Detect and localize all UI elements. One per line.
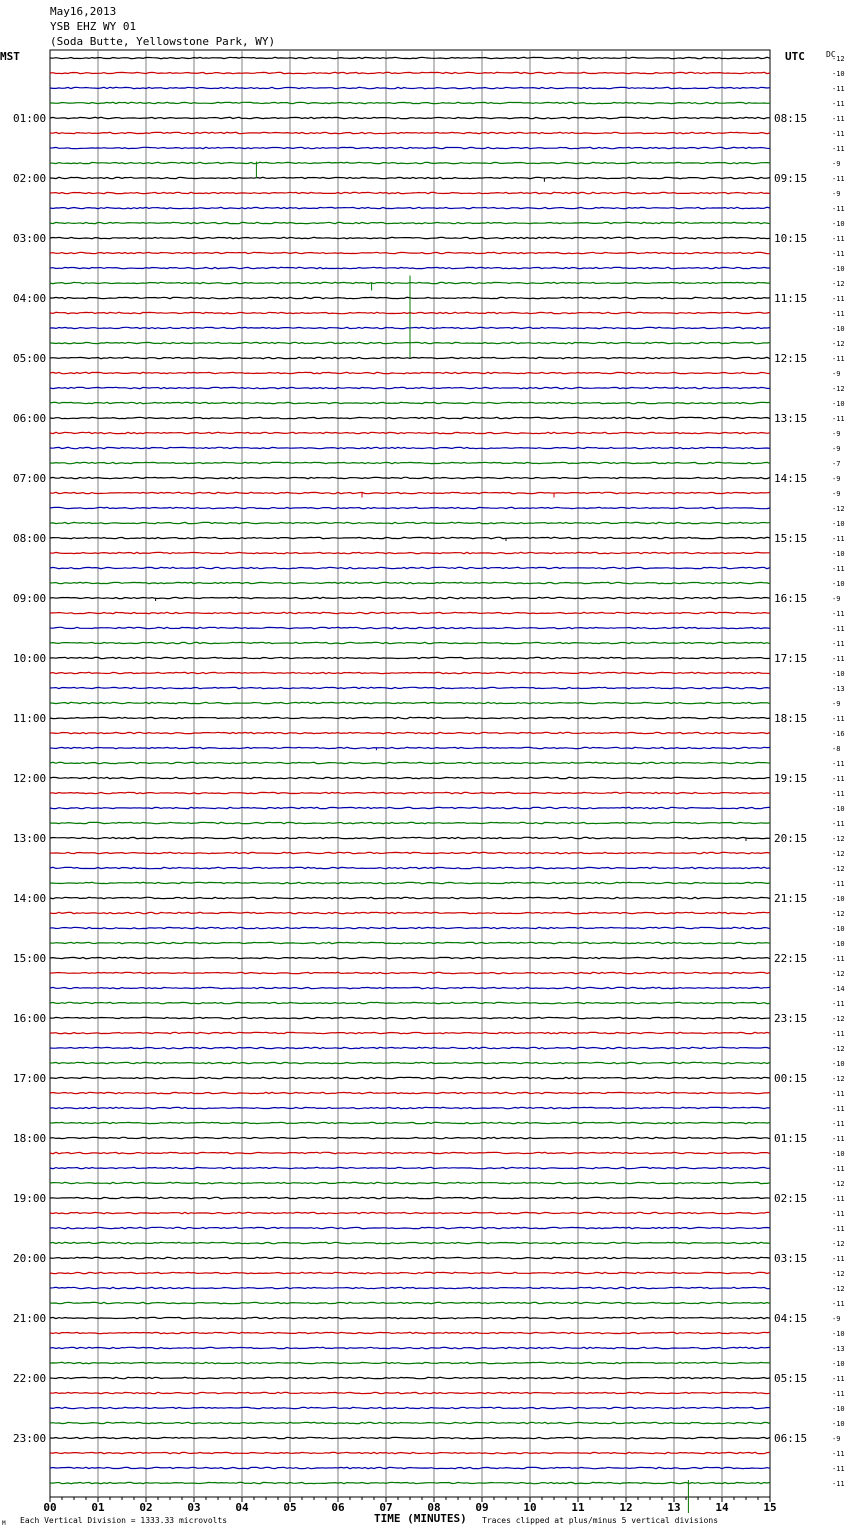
trace-line xyxy=(50,147,770,148)
utc-hour-label: 16:15 xyxy=(774,592,808,605)
x-tick-label: 14 xyxy=(715,1501,729,1514)
trace-line xyxy=(50,1377,770,1378)
mst-hour-label: 08:00 xyxy=(13,532,47,545)
corner-mark: M xyxy=(2,1520,6,1527)
trace-line xyxy=(50,1002,770,1003)
x-tick-label: 10 xyxy=(523,1501,537,1514)
trace-line xyxy=(50,597,770,598)
trace-line xyxy=(50,852,770,853)
dc-offset-label: -12 xyxy=(832,835,845,843)
dc-offset-label: -11 xyxy=(832,295,845,303)
trace-line xyxy=(50,387,770,388)
trace-line xyxy=(50,1452,770,1453)
dc-offset-label: -10 xyxy=(832,580,845,588)
trace-line xyxy=(50,177,770,178)
dc-offset-label: -12 xyxy=(832,55,845,63)
trace-line xyxy=(50,1302,770,1303)
utc-hour-label: 21:15 xyxy=(774,892,808,905)
x-tick-label: 13 xyxy=(667,1501,681,1514)
dc-offset-label: -11 xyxy=(832,1255,845,1263)
trace-line xyxy=(50,1362,770,1363)
dc-offset-label: -11 xyxy=(832,145,845,153)
utc-hour-label: 08:15 xyxy=(774,112,808,125)
dc-offset-label: -12 xyxy=(832,1285,845,1293)
dc-offset-label: -10 xyxy=(832,895,845,903)
mst-hour-label: 06:00 xyxy=(13,412,47,425)
trace-line xyxy=(50,837,770,838)
x-tick-label: 09 xyxy=(475,1501,489,1514)
utc-hour-label: 00:15 xyxy=(774,1072,808,1085)
trace-line xyxy=(50,897,770,898)
dc-offset-label: -10 xyxy=(832,670,845,678)
mst-hour-label: 20:00 xyxy=(13,1252,47,1265)
trace-line xyxy=(50,717,770,718)
dc-offset-label: -10 xyxy=(832,1420,845,1428)
utc-hour-label: 04:15 xyxy=(774,1312,808,1325)
trace-line xyxy=(50,372,770,373)
utc-hour-label: 11:15 xyxy=(774,292,808,305)
trace-line xyxy=(50,132,770,133)
utc-hour-label: 15:15 xyxy=(774,532,808,545)
dc-offset-label: -11 xyxy=(832,1225,845,1233)
x-tick-label: 12 xyxy=(619,1501,633,1514)
dc-offset-label: -10 xyxy=(832,1060,845,1068)
trace-line xyxy=(50,1467,770,1468)
dc-offset-label: -10 xyxy=(832,1405,845,1413)
trace-line xyxy=(50,552,770,553)
trace-line xyxy=(50,1092,770,1093)
mst-hour-label: 13:00 xyxy=(13,832,47,845)
plot-frame xyxy=(50,50,770,1497)
trace-line xyxy=(50,237,770,238)
dc-offset-label: -11 xyxy=(832,85,845,93)
trace-line xyxy=(50,252,770,253)
trace-line xyxy=(50,957,770,958)
dc-offset-label: -11 xyxy=(832,1465,845,1473)
header-location: (Soda Butte, Yellowstone Park, WY) xyxy=(50,35,276,48)
dc-offset-label: -9 xyxy=(832,1315,841,1323)
dc-offset-label: -11 xyxy=(832,175,845,183)
dc-offset-label: -10 xyxy=(832,925,845,933)
utc-hour-label: 20:15 xyxy=(774,832,808,845)
dc-offset-label: -12 xyxy=(832,850,845,858)
dc-offset-label: -9 xyxy=(832,700,841,708)
trace-line xyxy=(50,687,770,688)
trace-line xyxy=(50,1347,770,1348)
dc-offset-label: -8 xyxy=(832,745,841,753)
trace-line xyxy=(50,1212,770,1213)
trace-line xyxy=(50,1122,770,1123)
dc-offset-label: -11 xyxy=(832,775,845,783)
trace-line xyxy=(50,87,770,88)
x-axis-label: TIME (MINUTES) xyxy=(374,1512,467,1525)
utc-hour-label: 06:15 xyxy=(774,1432,808,1445)
trace-line xyxy=(50,1482,770,1483)
utc-hour-label: 14:15 xyxy=(774,472,808,485)
dc-offset-label: -12 xyxy=(832,910,845,918)
trace-line xyxy=(50,1287,770,1288)
dc-offset-label: -11 xyxy=(832,355,845,363)
trace-line xyxy=(50,822,770,823)
dc-offset-label: -12 xyxy=(832,340,845,348)
dc-offset-label: -11 xyxy=(832,1375,845,1383)
mst-hour-label: 19:00 xyxy=(13,1192,47,1205)
trace-line xyxy=(50,522,770,523)
dc-offset-label: -11 xyxy=(832,100,845,108)
dc-offset-label: -10 xyxy=(832,1360,845,1368)
utc-hour-label: 18:15 xyxy=(774,712,808,725)
dc-offset-label: -11 xyxy=(832,130,845,138)
trace-line xyxy=(50,402,770,403)
trace-line xyxy=(50,507,770,508)
header-station: YSB EHZ WY 01 xyxy=(50,20,137,33)
dc-offset-label: -10 xyxy=(832,265,845,273)
dc-offset-label: -11 xyxy=(832,1090,845,1098)
dc-offset-label: -11 xyxy=(832,955,845,963)
trace-line xyxy=(50,702,770,703)
mst-hour-label: 02:00 xyxy=(13,172,47,185)
dc-offset-label: -11 xyxy=(832,625,845,633)
trace-line xyxy=(50,807,770,808)
dc-offset-label: -11 xyxy=(832,1120,845,1128)
trace-line xyxy=(50,1437,770,1438)
mst-hour-label: 22:00 xyxy=(13,1372,47,1385)
dc-offset-label: -12 xyxy=(832,1075,845,1083)
mst-hour-label: 23:00 xyxy=(13,1432,47,1445)
trace-line xyxy=(50,1257,770,1258)
dc-offset-label: -11 xyxy=(832,1195,845,1203)
trace-line xyxy=(50,972,770,973)
dc-offset-label: -16 xyxy=(832,730,845,738)
trace-line xyxy=(50,942,770,943)
trace-line xyxy=(50,627,770,628)
dc-offset-label: -10 xyxy=(832,325,845,333)
trace-line xyxy=(50,1422,770,1423)
trace-line xyxy=(50,672,770,673)
dc-offset-label: -10 xyxy=(832,220,845,228)
mst-hour-label: 03:00 xyxy=(13,232,47,245)
dc-offset-label: -11 xyxy=(832,205,845,213)
trace-line xyxy=(50,1197,770,1198)
x-tick-label: 03 xyxy=(187,1501,201,1514)
x-tick-label: 00 xyxy=(43,1501,57,1514)
trace-line xyxy=(50,762,770,763)
dc-offset-label: -11 xyxy=(832,1210,845,1218)
trace-line xyxy=(50,1107,770,1108)
trace-line xyxy=(50,1182,770,1183)
mst-hour-label: 16:00 xyxy=(13,1012,47,1025)
x-tick-label: 04 xyxy=(235,1501,249,1514)
mst-hour-label: 10:00 xyxy=(13,652,47,665)
mst-axis-title: MST xyxy=(0,50,20,63)
trace-line xyxy=(50,612,770,613)
utc-hour-label: 02:15 xyxy=(774,1192,808,1205)
dc-offset-label: -9 xyxy=(832,475,841,483)
utc-hour-label: 19:15 xyxy=(774,772,808,785)
mst-hour-label: 11:00 xyxy=(13,712,47,725)
dc-offset-label: -13 xyxy=(832,1345,845,1353)
trace-line xyxy=(50,447,770,448)
dc-offset-label: -11 xyxy=(832,535,845,543)
mst-hour-label: 05:00 xyxy=(13,352,47,365)
trace-line xyxy=(50,57,770,58)
trace-line xyxy=(50,192,770,193)
trace-line xyxy=(50,462,770,463)
dc-offset-label: -12 xyxy=(832,1015,845,1023)
trace-line xyxy=(50,267,770,268)
trace-line xyxy=(50,732,770,733)
dc-offset-label: -10 xyxy=(832,520,845,528)
trace-line xyxy=(50,642,770,643)
utc-hour-label: 05:15 xyxy=(774,1372,808,1385)
mst-hour-label: 12:00 xyxy=(13,772,47,785)
dc-offset-label: -11 xyxy=(832,415,845,423)
trace-line xyxy=(50,582,770,583)
dc-offset-label: -12 xyxy=(832,1240,845,1248)
dc-offset-label: -10 xyxy=(832,1150,845,1158)
dc-offset-label: -9 xyxy=(832,430,841,438)
trace-line xyxy=(50,867,770,868)
trace-line xyxy=(50,417,770,418)
dc-offset-label: -9 xyxy=(832,445,841,453)
x-tick-label: 11 xyxy=(571,1501,585,1514)
dc-offset-label: -10 xyxy=(832,550,845,558)
utc-hour-label: 22:15 xyxy=(774,952,808,965)
trace-line xyxy=(50,567,770,568)
dc-offset-label: -7 xyxy=(832,460,841,468)
dc-offset-label: -10 xyxy=(832,1330,845,1338)
scale-note: Each Vertical Division = 1333.33 microvolts xyxy=(20,1516,228,1525)
utc-hour-label: 17:15 xyxy=(774,652,808,665)
x-tick-label: 15 xyxy=(763,1501,777,1514)
dc-offset-label: -11 xyxy=(832,1000,845,1008)
mst-hour-label: 15:00 xyxy=(13,952,47,965)
mst-hour-label: 18:00 xyxy=(13,1132,47,1145)
mst-hour-label: 01:00 xyxy=(13,112,47,125)
dc-offset-label: -10 xyxy=(832,805,845,813)
dc-offset-label: -9 xyxy=(832,595,841,603)
dc-offset-label: -11 xyxy=(832,310,845,318)
trace-line xyxy=(50,927,770,928)
dc-offset-label: -11 xyxy=(832,790,845,798)
dc-offset-label: -12 xyxy=(832,1045,845,1053)
dc-offset-label: -12 xyxy=(832,280,845,288)
trace-line xyxy=(50,1242,770,1243)
dc-offset-label: -11 xyxy=(832,655,845,663)
x-tick-label: 07 xyxy=(379,1501,393,1514)
dc-label: DC xyxy=(826,50,836,59)
utc-hour-label: 12:15 xyxy=(774,352,808,365)
utc-hour-label: 01:15 xyxy=(774,1132,808,1145)
trace-line xyxy=(50,1317,770,1318)
trace-line xyxy=(50,912,770,913)
dc-offset-label: -11 xyxy=(832,1300,845,1308)
trace-line xyxy=(50,1047,770,1048)
header-date: May16,2013 xyxy=(50,5,117,18)
trace-line xyxy=(50,1032,770,1033)
trace-line xyxy=(50,1062,770,1063)
dc-offset-label: -14 xyxy=(832,985,845,993)
mst-hour-label: 07:00 xyxy=(13,472,47,485)
dc-offset-label: -12 xyxy=(832,1270,845,1278)
trace-line xyxy=(50,1017,770,1018)
x-tick-label: 01 xyxy=(91,1501,105,1514)
dc-offset-label: -12 xyxy=(832,970,845,978)
trace-line xyxy=(50,492,770,493)
mst-hour-label: 14:00 xyxy=(13,892,47,905)
dc-offset-label: -9 xyxy=(832,160,841,168)
dc-offset-label: -11 xyxy=(832,115,845,123)
dc-offset-label: -10 xyxy=(832,940,845,948)
trace-line xyxy=(50,792,770,793)
dc-offset-label: -11 xyxy=(832,760,845,768)
dc-offset-label: -10 xyxy=(832,400,845,408)
x-tick-label: 05 xyxy=(283,1501,297,1514)
utc-hour-label: 13:15 xyxy=(774,412,808,425)
dc-offset-label: -12 xyxy=(832,385,845,393)
trace-line xyxy=(50,117,770,118)
x-tick-label: 02 xyxy=(139,1501,153,1514)
dc-offset-label: -11 xyxy=(832,1480,845,1488)
trace-line xyxy=(50,882,770,883)
trace-line xyxy=(50,1332,770,1333)
mst-hour-label: 21:00 xyxy=(13,1312,47,1325)
dc-offset-label: -11 xyxy=(832,1165,845,1173)
trace-line xyxy=(50,1392,770,1393)
utc-hour-label: 03:15 xyxy=(774,1252,808,1265)
trace-line xyxy=(50,1137,770,1138)
trace-line xyxy=(50,657,770,658)
trace-line xyxy=(50,1077,770,1078)
trace-line xyxy=(50,1272,770,1273)
dc-offset-label: -11 xyxy=(832,235,845,243)
trace-line xyxy=(50,747,770,748)
trace-line xyxy=(50,72,770,73)
utc-axis-title: UTC xyxy=(785,50,805,63)
utc-hour-label: 23:15 xyxy=(774,1012,808,1025)
mst-hour-label: 17:00 xyxy=(13,1072,47,1085)
mst-hour-label: 09:00 xyxy=(13,592,47,605)
dc-offset-label: -11 xyxy=(832,1105,845,1113)
trace-line xyxy=(50,1167,770,1168)
dc-offset-label: -11 xyxy=(832,1135,845,1143)
dc-offset-label: -11 xyxy=(832,820,845,828)
dc-offset-label: -11 xyxy=(832,1030,845,1038)
dc-offset-label: -13 xyxy=(832,685,845,693)
trace-line xyxy=(50,102,770,103)
dc-offset-label: -11 xyxy=(832,250,845,258)
dc-offset-label: -9 xyxy=(832,1435,841,1443)
trace-line xyxy=(50,222,770,223)
trace-line xyxy=(50,162,770,163)
dc-offset-label: -11 xyxy=(832,880,845,888)
x-tick-label: 08 xyxy=(427,1501,441,1514)
mst-hour-label: 04:00 xyxy=(13,292,47,305)
clip-note: Traces clipped at plus/minus 5 vertical divisions xyxy=(482,1516,719,1525)
utc-hour-label: 10:15 xyxy=(774,232,808,245)
dc-offset-label: -11 xyxy=(832,715,845,723)
dc-offset-label: -11 xyxy=(832,640,845,648)
trace-line xyxy=(50,537,770,538)
trace-line xyxy=(50,1227,770,1228)
dc-offset-label: -11 xyxy=(832,610,845,618)
dc-offset-label: -12 xyxy=(832,505,845,513)
dc-offset-label: -12 xyxy=(832,865,845,873)
trace-line xyxy=(50,987,770,988)
trace-line xyxy=(50,1407,770,1408)
dc-offset-label: -10 xyxy=(832,70,845,78)
dc-offset-label: -9 xyxy=(832,490,841,498)
trace-line xyxy=(50,432,770,433)
dc-offset-label: -11 xyxy=(832,565,845,573)
trace-line xyxy=(50,207,770,208)
dc-offset-label: -9 xyxy=(832,190,841,198)
dc-offset-label: -12 xyxy=(832,1180,845,1188)
x-tick-label: 06 xyxy=(331,1501,345,1514)
trace-line xyxy=(50,477,770,478)
dc-offset-label: -9 xyxy=(832,370,841,378)
dc-offset-label: -11 xyxy=(832,1450,845,1458)
trace-line xyxy=(50,777,770,778)
dc-offset-label: -11 xyxy=(832,1390,845,1398)
utc-hour-label: 09:15 xyxy=(774,172,808,185)
trace-line xyxy=(50,1152,770,1153)
